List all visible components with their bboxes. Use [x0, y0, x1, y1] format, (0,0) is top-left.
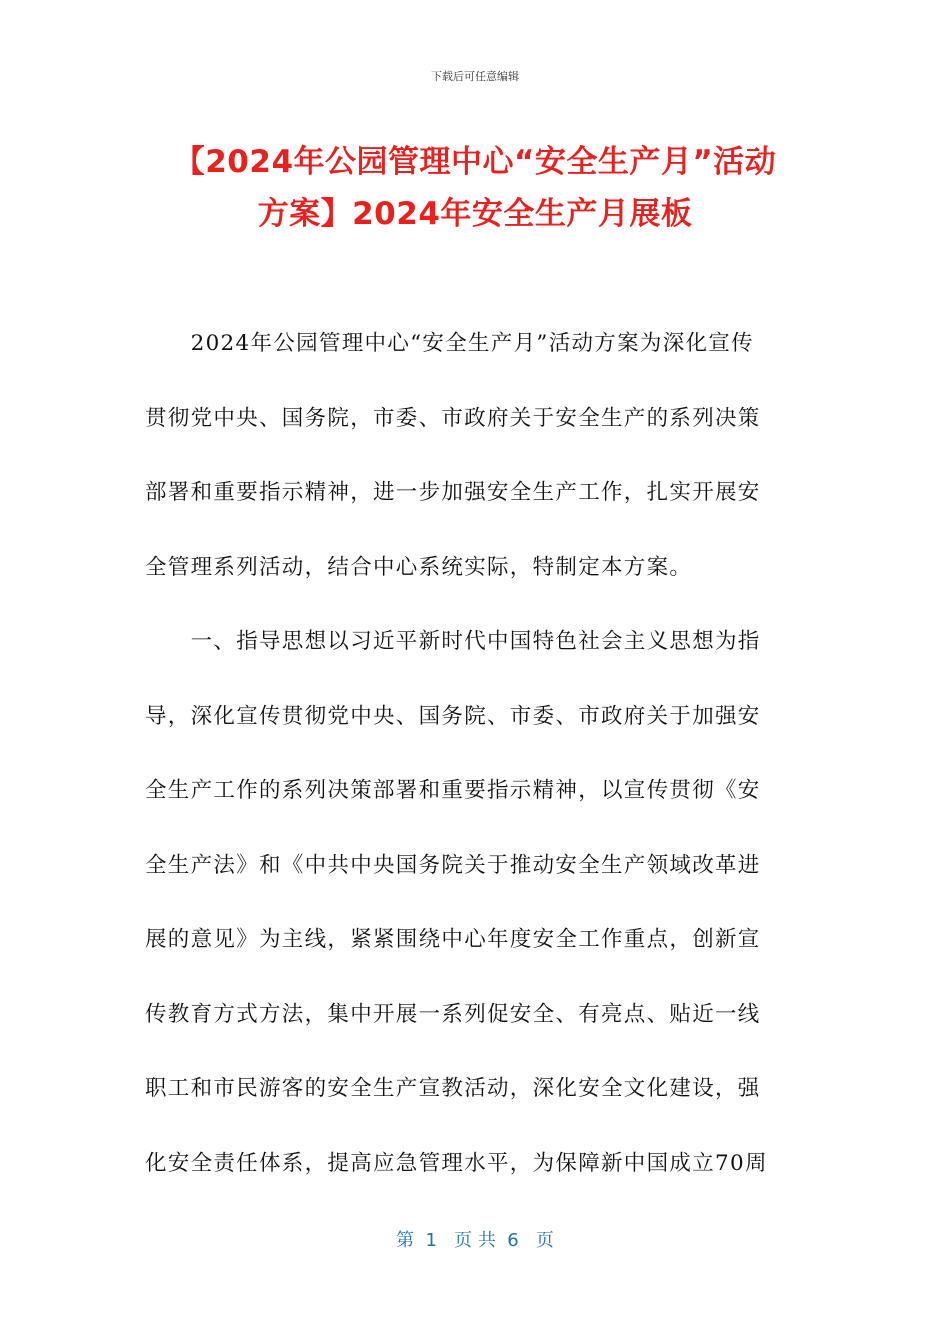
header-note: 下载后可任意编辑: [431, 70, 519, 83]
document-body: [145, 318, 805, 1212]
paragraph-line: 化安全责任体系，提高应急管理水平，为保障新中国成立70周: [145, 1150, 768, 1176]
paragraph-line: 2024年公园管理中心“安全生产月”活动方案为深化宣传: [145, 331, 754, 356]
page-number-footer: 第 1 页 共 6 页: [396, 1230, 554, 1251]
paragraph-line: 贯彻党中央、国务院，市委、市政府关于安全生产的系列决策: [145, 405, 761, 431]
paragraph-line: 传教育方式方法，集中开展一系列促安全、有亮点、贴近一线: [145, 1001, 761, 1027]
paragraph-line: 全生产工作的系列决策部署和重要指示精神，以宣传贯彻《安: [145, 778, 761, 803]
paragraph-line: 职工和市民游客的安全生产宣教活动，深化安全文化建设，强: [145, 1076, 761, 1101]
document-title: [60, 136, 890, 240]
title-line-2: 方案】2024年安全生产月展板: [257, 196, 693, 232]
paragraph-line: 导，深化宣传贯彻党中央、国务院、市委、市政府关于加强安: [145, 703, 761, 729]
paragraph-line: 全管理系列活动，结合中心系统实际，特制定本方案。: [145, 554, 693, 580]
paragraph-line: 展的意见》为主线，紧紧围绕中心年度安全工作重点，创新宣: [145, 927, 761, 952]
paragraph-guiding-ideology: [145, 616, 805, 1212]
paragraph-line: 全生产法》和《中共中央国务院关于推动安全生产领域改革进: [145, 852, 761, 878]
title-line-1: 【2024年公园管理中心“安全生产月”活动: [173, 144, 777, 180]
paragraph-intro: [145, 318, 805, 616]
paragraph-line: 一、指导思想以习近平新时代中国特色社会主义思想为指: [145, 629, 761, 654]
paragraph-line: 部署和重要指示精神，进一步加强安全生产工作，扎实开展安: [145, 480, 761, 505]
